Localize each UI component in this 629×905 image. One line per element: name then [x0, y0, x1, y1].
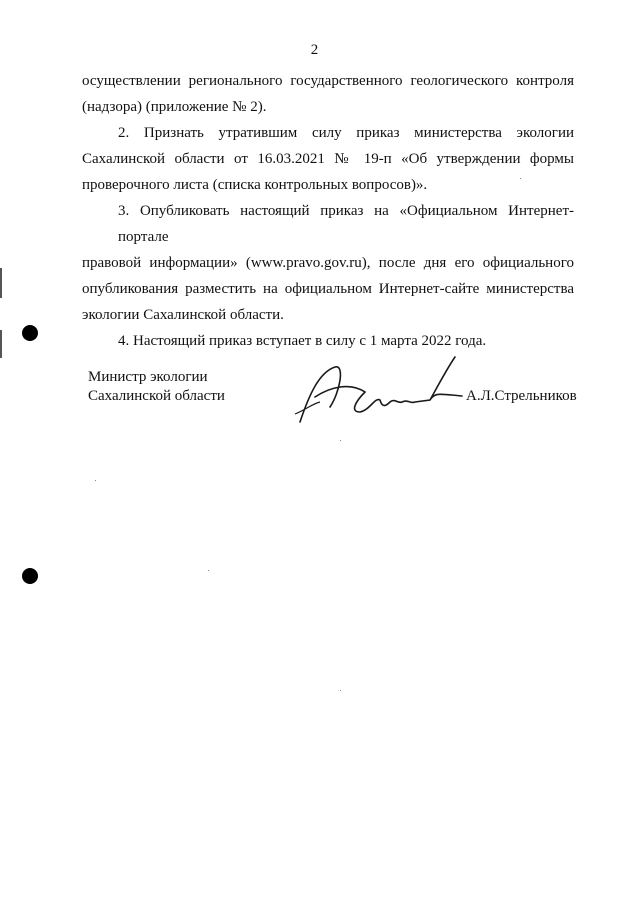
signatory-title-line: Сахалинской области — [88, 388, 225, 404]
text-line: 4. Настоящий приказ вступает в силу с 1 марта 2022 года. — [118, 333, 487, 349]
text-line: (надзора) (приложение № 2). — [82, 99, 267, 115]
page-number: 2 — [310, 42, 319, 58]
scan-edge-mark — [0, 268, 2, 298]
scan-edge-mark — [0, 330, 2, 358]
scan-speck — [340, 690, 341, 691]
paragraph-1 — [82, 68, 574, 120]
text-line: 3. Опубликовать настоящий приказ на «Официальном Интернет-портале — [118, 203, 574, 245]
scan-speck — [520, 178, 521, 179]
signatory-name: А.Л.Стрельников — [466, 388, 577, 404]
text-line: осуществлении регионального государственного геологического контроля — [82, 73, 574, 89]
handwritten-signature — [290, 352, 470, 432]
paragraph-2 — [82, 120, 574, 198]
text-line: 2. Признать утратившим силу приказ министерства экологии — [118, 125, 574, 141]
scan-speck — [95, 480, 96, 481]
punch-hole-mark — [22, 568, 38, 584]
text-line: экологии Сахалинской области. — [82, 307, 284, 323]
paragraph-3 — [82, 198, 574, 328]
text-line: правовой информации» (www.pravo.gov.ru), после дня его официального — [82, 255, 574, 271]
document-body — [82, 68, 574, 354]
text-line: Сахалинской области от 16.03.2021 № 19-п «Об утверждении формы — [82, 151, 574, 167]
text-line: опубликования разместить на официальном Интернет-сайте министерства — [82, 281, 574, 297]
signatory-title — [88, 368, 225, 406]
punch-hole-mark — [22, 325, 38, 341]
scan-speck — [208, 570, 209, 571]
paragraph-4 — [82, 328, 574, 354]
signatory-title-line: Министр экологии — [88, 369, 208, 385]
scan-speck — [340, 440, 341, 441]
text-line: проверочного листа (списка контрольных вопросов)». — [82, 177, 428, 193]
